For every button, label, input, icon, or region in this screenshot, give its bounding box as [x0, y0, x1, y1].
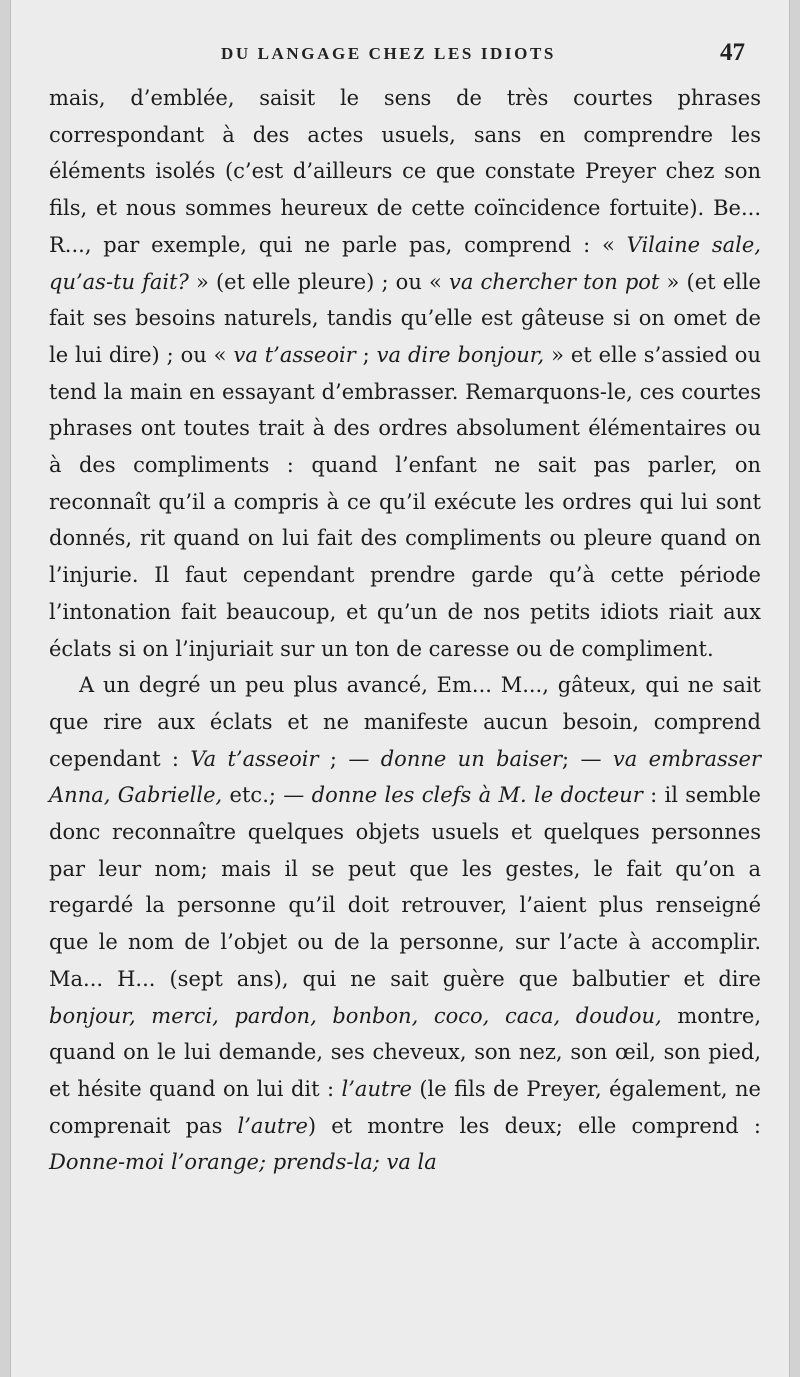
text-run: » (et elle fait ses besoins naturels, tandis qu’elle est gâteuse si on omet de le lui dire) ; ou « [49, 269, 761, 367]
text-run: mais, d’emblée, saisit le sens de très courtes phrases correspondant à des actes usuels, sans en comprendre les éléments isolés (c’est d’ailleurs ce que constate Preyer chez son fils, et nous sommes heureux de cette coïncidence fortuite). Be... R..., par exemple, qui ne parle pas, comprend : « [49, 86, 761, 257]
italic-text-run: bonjour, merci, pardon, bonbon, coco, caca, doudou, [49, 1003, 662, 1028]
page-number: 47 [720, 39, 745, 66]
text-run: (le fils de Preyer, également, ne comprenait pas [49, 1076, 761, 1138]
text-run: : il semble donc reconnaître quelques objets usuels et quelques personnes par leur nom; mais il se peut que les gestes, le fait qu’on a regardé la personne qu’il doit retrouver, l’aient plus renseigné que le nom de l’objet ou de la personne, sur l’acte à accomplir. Ma... H... (sept ans), qui ne sait guère que balbutier et dire [49, 783, 761, 991]
text-run: » et elle s’assied ou tend la main en essayant d’embrasser. Remarquons-le, ces courtes phrases ont toutes trait à des ordres absolument élémentaires ou à des compliments : quand l’enfant ne sait pas parler, on reconnaît qu’il a compris à ce qu’il exécute les ordres qui lui sont donnés, rit quand on lui fait des compliments ou pleure quand on l’injurie. Il faut cependant prendre garde qu’à cette période l’intonation fait beaucoup, et qu’un de nos petits idiots riait aux éclats si on l’injuriait sur un ton de caresse ou de compliment. [49, 342, 761, 661]
paragraph-2 [49, 667, 761, 1181]
text-run: » (et elle pleure) ; ou « [188, 269, 449, 294]
text-run: ) et montre les deux; elle comprend : [307, 1113, 761, 1138]
body-text [49, 80, 761, 1181]
running-head-title: DU LANGAGE CHEZ LES IDIOTS [221, 44, 556, 63]
italic-text-run: va dire bonjour, [376, 342, 545, 367]
italic-text-run: l’autre [341, 1076, 412, 1101]
running-head [11, 39, 791, 72]
italic-text-run: donne les clefs à M. le docteur [311, 783, 643, 808]
italic-text-run: va chercher ton pot [448, 269, 660, 294]
italic-text-run: Donne-moi l’orange; prends-la; va la [49, 1150, 437, 1175]
italic-text-run: l’autre [237, 1113, 308, 1138]
text-run: ; — [562, 746, 613, 771]
text-run: ; — [318, 746, 381, 771]
italic-text-run: Vilaine sale, qu’as-tu fait? [49, 232, 761, 294]
italic-text-run: donne un baiser [380, 746, 563, 771]
text-run: etc.; — [222, 783, 312, 808]
text-run: A un degré un peu plus avancé, Em... M..., gâteux, qui ne sait que rire aux éclats et ne manifeste aucun besoin, comprend cependant : [49, 673, 761, 771]
italic-text-run: va embrasser Anna, Gabrielle, [49, 746, 762, 808]
book-page [10, 0, 790, 1377]
italic-text-run: va t’asseoir [233, 342, 356, 367]
paragraph-1 [49, 80, 761, 667]
text-run: ; [355, 342, 377, 367]
text-run: montre, quand on le lui demande, ses cheveux, son nez, son œil, son pied, et hésite quand on lui dit : [49, 1003, 761, 1101]
italic-text-run: Va t’asseoir [190, 746, 319, 771]
